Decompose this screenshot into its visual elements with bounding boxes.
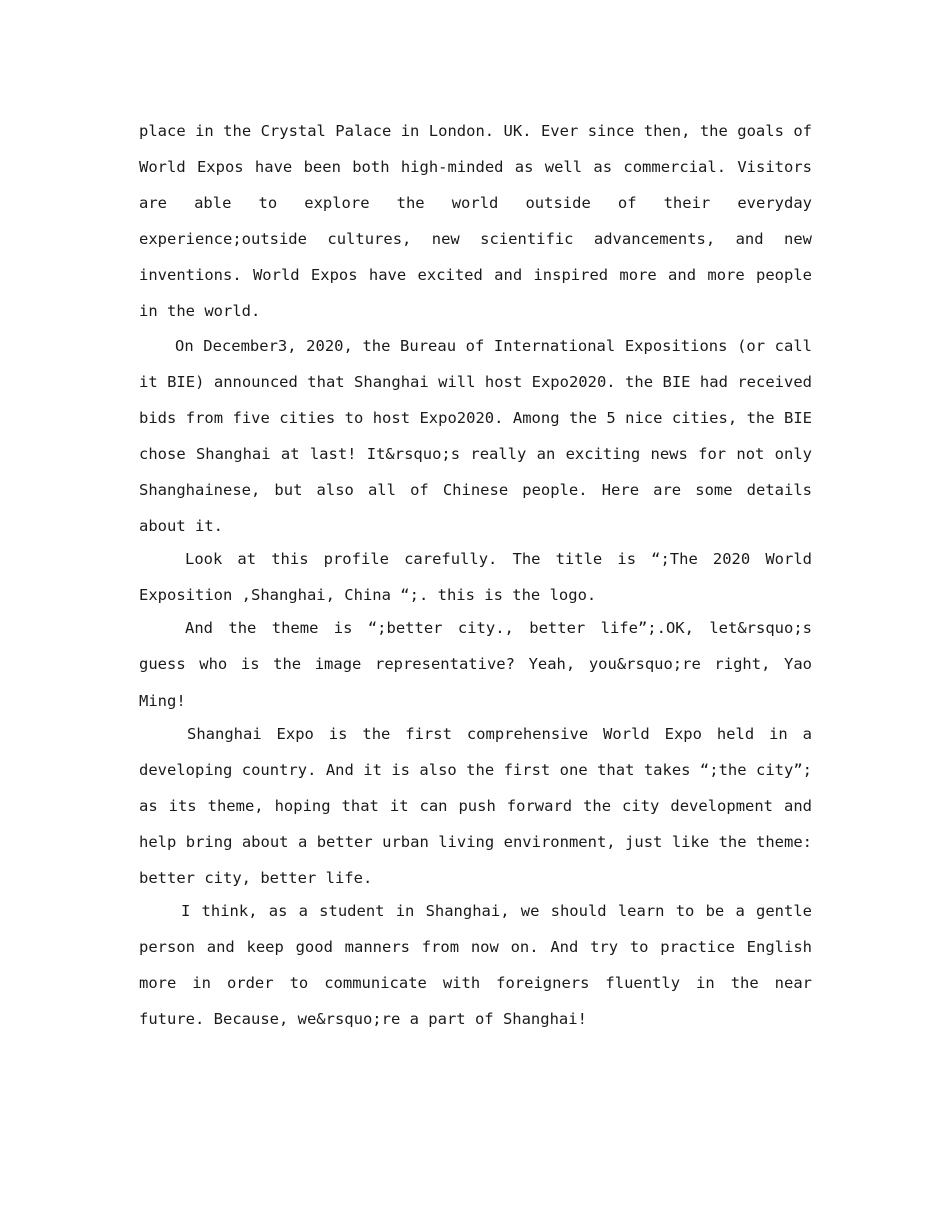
paragraph-profile-title: Look at this profile carefully. The title is “;The 2020 World Exposition ,Shanghai, China “;. this is the logo. [139,550,812,605]
paragraph-student-reflection: I think, as a student in Shanghai, we should learn to be a gentle person and keep good manners from now on. And try to practice English more in order to communicate with foreigners fluently in the near future. Because, we&rsquo;re a part of Shanghai! [139,902,812,1029]
document-body [139,113,812,1037]
paragraph-bie-announcement: On December3, 2020, the Bureau of International Expositions (or call it BIE) announced that Shanghai will host Expo2020. the BIE had received bids from five cities to host Expo2020. Among the 5 nice cities, the BIE chose Shanghai at last! It&rsquo;s really an exciting news for not only Shanghainese, but also all of Chinese people. Here are some details about it. [139,336,812,536]
paragraph-expo-history: place in the Crystal Palace in London. UK. Ever since then, the goals of World Expos have been both high-minded as well as commercial. Visitors are able to explore the world outside of their everyday experience;outside cultures, new scientific advancements, and new inventions. World Expos have excited and inspired more and more people in the world. [139,122,812,321]
paragraph-theme: And the theme is “;better city., better life”;.OK, let&rsquo;s guess who is the image representative? Yeah, you&rsquo;re right, Yao Ming! [139,619,812,710]
paragraph-comprehensive-expo: Shanghai Expo is the first comprehensive World Expo held in a developing country. And it is also the first one that takes “;the city”; as its theme, hoping that it can push forward the city development and help bring about a better urban living environment, just like the theme: better city, better life. [139,724,812,887]
